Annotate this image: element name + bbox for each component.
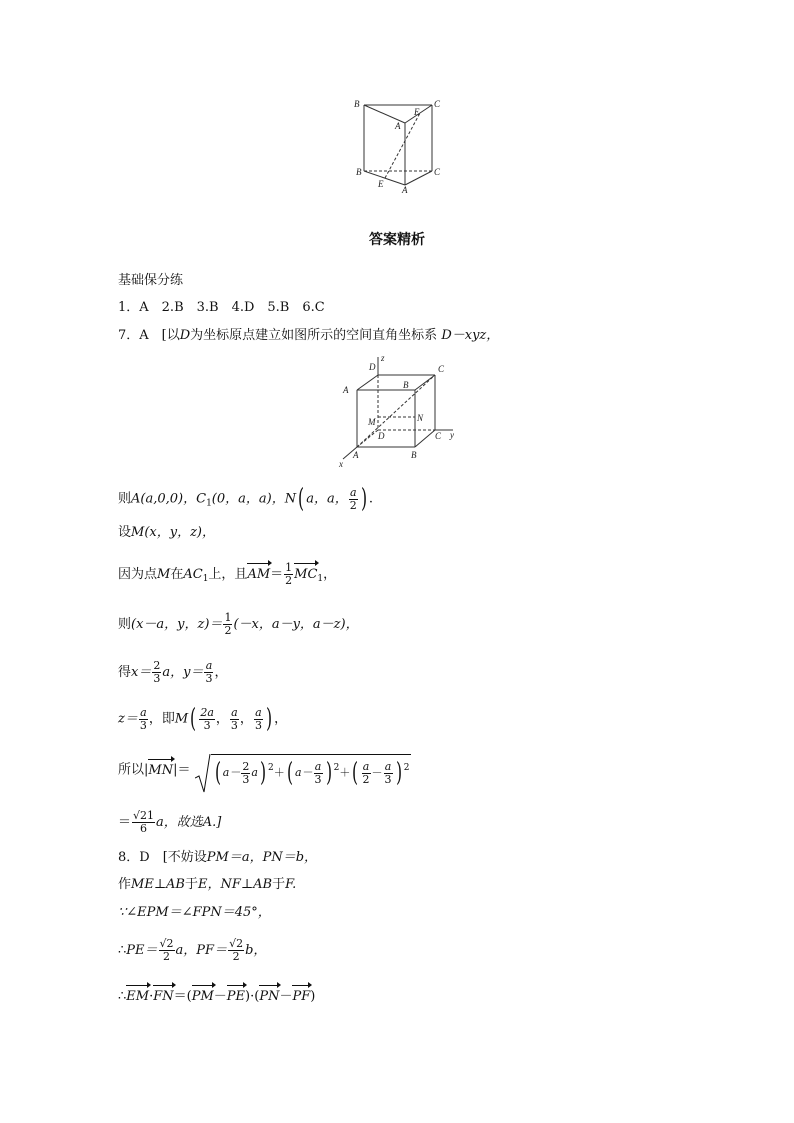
vector-PM: PM (191, 989, 214, 1004)
vector-MC: MC (294, 567, 318, 582)
text: ) (310, 989, 316, 1004)
label-A1b: A (343, 385, 349, 395)
text: ＝ (118, 815, 132, 830)
label-y: y (450, 430, 454, 440)
coord-line: 则A(a,0,0)，$C_1(0$，a，a)，N( a，a， $\frac{a}{2}$ ) . (118, 484, 374, 514)
text: 在 (170, 567, 184, 582)
text: ∵∠EPM＝∠FPN＝45°， (118, 905, 271, 920)
q7-D: D (179, 328, 191, 343)
text: 8．D [不妨设 (118, 850, 207, 865)
text: F. (285, 877, 297, 892)
dot-product-line (118, 988, 315, 1006)
fraction: $\frac{a}{3}$ (139, 705, 147, 732)
fraction: $\frac{a}{3}$ (230, 705, 238, 732)
vector-AM: AM (247, 567, 271, 582)
section-label: 基础保分练 (118, 273, 184, 288)
text: ∴ (118, 989, 127, 1004)
text: 则 (118, 491, 132, 507)
fraction: $\frac{a}{2}$ (349, 485, 357, 512)
text: ∴ (118, 943, 127, 958)
point-line: 因为点M在$AC_1$上，且AM＝ $\frac{1}{2}$ $MC_1$， (118, 561, 337, 587)
text: 因为点 (118, 567, 158, 582)
text: z＝ (118, 711, 138, 727)
text: 于 (184, 877, 198, 892)
label-A1: A (395, 121, 401, 131)
text: E，NF⊥AB (198, 877, 273, 892)
text: － (213, 989, 227, 1004)
answer-heading: 答案精析 (369, 232, 425, 248)
text: (0，a，a)，N (211, 491, 297, 507)
label-C: C (434, 167, 441, 177)
label-D1: D (369, 362, 376, 372)
text: . (368, 491, 374, 507)
cube-figure (335, 355, 465, 470)
result-line (118, 810, 221, 835)
label-B1b: B (403, 380, 409, 390)
set-M-line (118, 524, 215, 542)
text: a，PF＝ (175, 943, 228, 958)
label-E1: E (414, 107, 420, 117)
text: ＝ (270, 567, 284, 582)
vector-PN: PN (259, 989, 280, 1004)
prism-figure-svg (350, 95, 450, 195)
label-x: x (339, 459, 343, 469)
angle-line (118, 904, 271, 922)
text: M (174, 711, 189, 727)
text: AC (183, 567, 203, 582)
text: 得 (118, 665, 132, 680)
text: |＝ (173, 762, 191, 778)
fraction: $\frac{2a}{3}$ (200, 705, 214, 732)
text: )·( (245, 989, 260, 1004)
label-C1: C (434, 99, 441, 109)
q7-line (118, 327, 499, 345)
text: 所以| (118, 762, 149, 778)
label-z: z (381, 355, 385, 363)
fraction: $\frac{√2}{2}$ (229, 937, 244, 963)
text: M (157, 567, 171, 582)
equation-line (118, 612, 359, 637)
fraction: $\frac{√2}{2}$ (159, 937, 174, 963)
label-B: B (356, 167, 362, 177)
label-M: M (368, 417, 376, 427)
fraction: $\frac{√21}{6}$ (133, 809, 155, 835)
text: 作 (118, 877, 132, 892)
vector-FN: FN (153, 989, 174, 1004)
text: a，a， (306, 491, 348, 507)
norm-line (118, 754, 411, 786)
solve-line (118, 660, 227, 685)
label-A: A (402, 185, 408, 195)
text: A(a,0,0)，C (131, 491, 207, 507)
label-C2: C (435, 431, 442, 441)
text: ， (323, 567, 337, 582)
sqrt-expression: ( a－ $\frac{2}{3}$ a) $^2$＋( a－ $\frac{a}{3}$ ) $^2$＋( $\frac{a}{2}$ － $\frac{a}{3}$ ) $^2$ (211, 754, 412, 786)
pe-line (118, 938, 266, 963)
text: (－x，a－y，a－z)， (233, 617, 359, 632)
sqrt-sign (195, 754, 211, 794)
fraction: $\frac{a}{3}$ (254, 705, 262, 732)
q7-system: D－xyz， (441, 328, 500, 343)
fraction: $\frac{2}{3}$ (153, 659, 161, 685)
cube-figure-svg (335, 355, 465, 470)
perp-line (118, 876, 296, 894)
fraction: $\frac{1}{2}$ (285, 561, 293, 587)
q7-text: 为坐标原点建立如图所示的空间直角坐标系 (190, 328, 438, 343)
text: 则 (118, 617, 132, 632)
fraction: $\frac{a}{3}$ (205, 659, 213, 685)
text: ，即 (148, 711, 175, 727)
vector-PE: PE (226, 989, 246, 1004)
text: ， (274, 711, 288, 727)
vector-MN: MN (148, 762, 174, 778)
label-N: N (417, 413, 424, 423)
text: a，y＝ (162, 665, 204, 680)
text: PM＝a，PN＝b， (206, 850, 318, 865)
label-D: D (378, 431, 385, 441)
q7-prefix: 7．A [以 (118, 328, 180, 343)
text: ME⊥AB (131, 877, 185, 892)
answers-line: 1．A 2.B 3.B 4.D 5.B 6.C (118, 300, 325, 315)
text: PE＝ (126, 943, 158, 958)
text: ， (214, 665, 228, 680)
text: 于 (272, 877, 286, 892)
z-line: z＝ $\frac{a}{3}$ ，即M( $\frac{2a}{3}$ ， $\frac{a}{3}$ ， $\frac{a}{3}$ ) ， (118, 704, 288, 734)
label-B2: B (411, 450, 417, 460)
text: 设 (118, 525, 132, 540)
text: 上，且 (208, 567, 248, 582)
text: (x－a，y，z)＝ (131, 617, 223, 632)
vector-PF: PF (292, 989, 311, 1004)
label-B1: B (354, 99, 360, 109)
text: x＝ (131, 665, 152, 680)
text: ＝( (173, 989, 192, 1004)
label-A2: A (353, 450, 359, 460)
text: a，故选A.] (156, 815, 222, 830)
vector-EM: EM (126, 989, 150, 1004)
label-C1b: C (438, 364, 445, 374)
label-E: E (378, 179, 384, 189)
q8-line (118, 849, 317, 867)
text: M(x，y，z)， (131, 525, 215, 540)
text: b， (245, 943, 267, 958)
text: · (149, 989, 154, 1004)
prism-figure (350, 95, 450, 195)
text: － (279, 989, 293, 1004)
fraction: $\frac{1}{2}$ (224, 611, 232, 637)
